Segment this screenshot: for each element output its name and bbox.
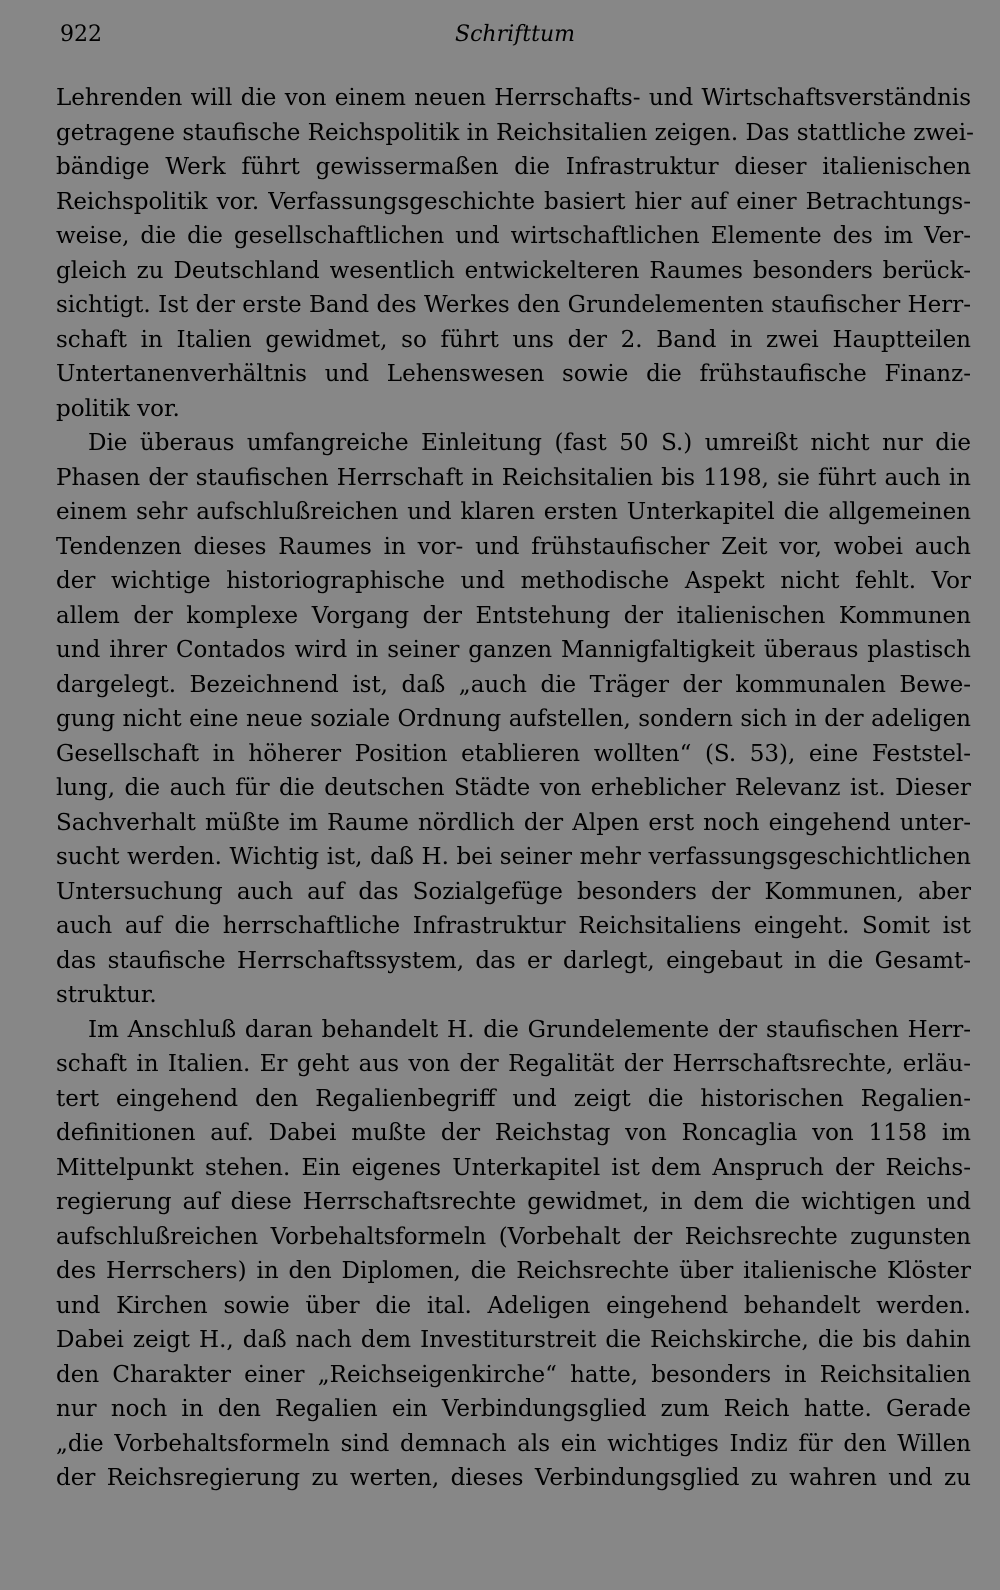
text-line: Gesellschaft in höherer Position etablieren wollten“ (S. 53), eine Feststel- [56,740,971,767]
page-header [60,22,970,56]
text-line: aufschlußreichen Vorbehaltsformeln (Vorbehalt der Reichsrechte zugunsten [56,1223,971,1250]
text-line: Untersuchung auch auf das Sozialgefüge besonders der Kommunen, aber [56,878,971,905]
text-line: Sachverhalt müßte im Raume nördlich der Alpen erst noch eingehend unter- [56,809,971,836]
text-line: Tendenzen dieses Raumes in vor- und frühstaufischer Zeit vor, wobei auch [56,533,971,560]
text-line: schaft in Italien. Er geht aus von der Regalität der Herrschaftsrechte, erläu- [56,1051,971,1077]
text-line: struktur. [56,982,157,1008]
text-line: Untertanenverhältnis und Lehenswesen sowie die frühstaufische Finanz- [56,361,971,387]
text-line: schaft in Italien gewidmet, so führt uns der 2. Band in zwei Hauptteilen [56,326,971,353]
text-line: gleich zu Deutschland wesentlich entwickelteren Raumes besonders berück- [56,257,971,284]
text-line: Die überaus umfangreiche Einleitung (fast 50 S.) umreißt nicht nur die [88,430,971,456]
text-line: getragene staufische Reichspolitik in Reichsitalien zeigen. Das stattliche zwei- [56,119,974,146]
text-line: „die Vorbehaltsformeln sind demnach als ein wichtiges Indiz für den Willen [56,1430,971,1457]
text-line: bändige Werk führt gewissermaßen die Infrastruktur dieser italienischen [56,154,971,180]
text-line: sichtigt. Ist der erste Band des Werkes den Grundelementen staufischer Herr- [56,292,971,318]
text-line: Im Anschluß daran behandelt H. die Grundelemente der staufischen Herr- [88,1016,971,1043]
text-line: allem der komplexe Vorgang der Entstehung der italienischen Kommunen [56,602,971,629]
text-line: dargelegt. Bezeichnend ist, daß „auch die Träger der kommunalen Bewe- [56,671,971,698]
text-line: einem sehr aufschlußreichen und klaren ersten Unterkapitel die allgemeinen [56,499,971,525]
paragraph [56,426,971,1013]
text-line: und Kirchen sowie über die ital. Adeligen eingehend behandelt werden. [56,1292,971,1319]
text-line: tert eingehend den Regalienbegriff und zeigt die historischen Regalien- [56,1085,971,1112]
text-line: und ihrer Contados wird in seiner ganzen Mannigfaltigkeit überaus plastisch [56,637,971,663]
page-number: 922 [60,22,102,47]
text-line: gung nicht eine neue soziale Ordnung aufstellen, sondern sich in der adeligen [56,706,971,732]
text-line: sucht werden. Wichtig ist, daß H. bei seiner mehr verfassungsgeschichtlichen [56,844,971,870]
text-line: der Reichsregierung zu werten, dieses Verbindungsglied zu wahren und zu [56,1465,971,1491]
paragraph [56,81,974,426]
text-line: Mittelpunkt stehen. Ein eigenes Unterkapitel ist dem Anspruch der Reichs- [56,1154,971,1181]
text-line: des Herrschers) in den Diplomen, die Reichsrechte über italienische Klöster [56,1258,971,1284]
text-line: Phasen der staufischen Herrschaft in Reichsitalien bis 1198, sie führt auch in [56,464,971,491]
text-line: der wichtige historiographische und methodische Aspekt nicht fehlt. Vor [56,568,971,594]
text-line: regierung auf diese Herrschaftsrechte gewidmet, in dem die wichtigen und [56,1189,971,1215]
text-line: auch auf die herrschaftliche Infrastruktur Reichsitaliens eingeht. Somit ist [56,913,971,939]
text-line: Dabei zeigt H., daß nach dem Investiturstreit die Reichskirche, die bis dahin [56,1327,971,1353]
text-line: lung, die auch für die deutschen Städte von erheblicher Relevanz ist. Dieser [56,775,971,801]
text-line: das staufische Herrschaftssystem, das er darlegt, eingebaut in die Gesamt- [56,947,971,974]
text-line: politik vor. [56,395,180,422]
paragraph [56,1013,971,1496]
text-line: den Charakter einer „Reichseigenkirche“ hatte, besonders in Reichsitalien [56,1361,971,1388]
running-title: Schrifttum [455,22,575,47]
text-line: definitionen auf. Dabei mußte der Reichstag von Roncaglia von 1158 im [56,1120,971,1146]
text-line: Reichspolitik vor. Verfassungsgeschichte basiert hier auf einer Betrachtungs- [56,188,971,215]
body-text [56,81,974,1496]
text-line: nur noch in den Regalien ein Verbindungsglied zum Reich hatte. Gerade [56,1396,971,1422]
text-line: weise, die die gesellschaftlichen und wirtschaftlichen Elemente des im Ver- [56,223,971,249]
text-line: Lehrenden will die von einem neuen Herrschafts- und Wirtschaftsverständnis [56,85,971,111]
